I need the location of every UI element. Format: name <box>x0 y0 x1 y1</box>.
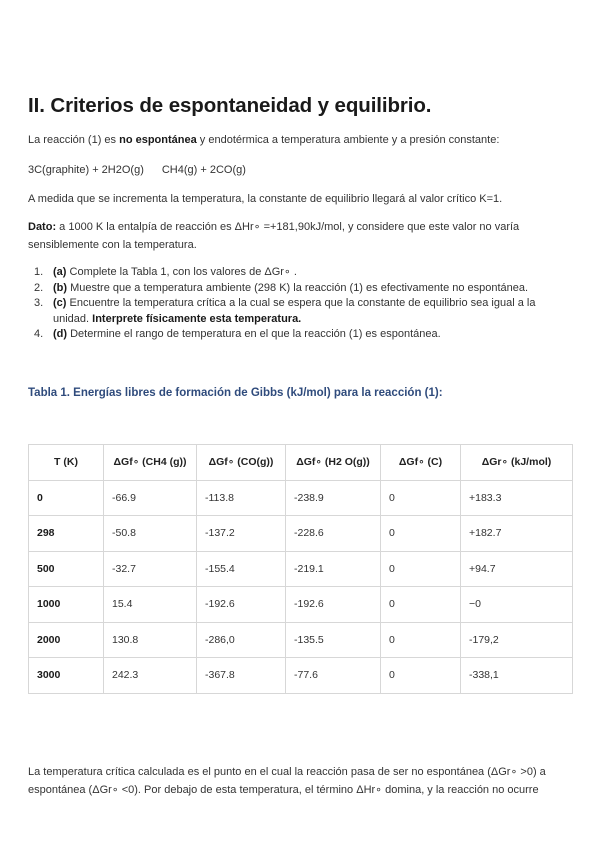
table-row: 2000 130.8 -286,0 -135.5 0 -179,2 <box>29 622 573 658</box>
equation-right: CH4(g) + 2CO(g) <box>161 164 246 176</box>
dato-label: Dato: <box>28 221 57 233</box>
intro-post: y endotérmica a temperatura ambiente y a presión constante: <box>196 134 500 146</box>
list-item: 4. (d) Determine el rango de temperatura en el que la reacción (1) es espontánea. <box>34 328 441 340</box>
table-row: 500 -32.7 -155.4 -219.1 0 +94.7 <box>29 551 573 587</box>
conclusion-paragraph: La temperatura crítica calculada es el punto en el cual la reacción pasa de ser no espontánea (ΔGr∘ >0) a espontánea (ΔGr∘ <0). Por debajo de esta temperatura, el término ΔHr∘ domina, y la reacción no ocurre <box>28 766 546 796</box>
intro-pre: La reacción (1) es <box>28 134 120 146</box>
intro-paragraph <box>28 131 578 149</box>
header-cell: ΔGf∘ (CO(g)) <box>197 445 286 481</box>
header-cell: ΔGr∘ (kJ/mol) <box>461 445 573 481</box>
dato-text: a 1000 K la entalpía de reacción es ΔHr∘ =+181,90kJ/mol, y considere que este valor no varía sensiblemente con la temperatura. <box>28 221 520 251</box>
emphasis-text: Interprete físicamente esta temperatura. <box>92 312 302 325</box>
table-caption: Tabla 1. Energías libres de formación de Gibbs (kJ/mol) para la reacción (1): <box>28 387 443 399</box>
section-title: II. Criterios de espontaneidad y equilibrio. <box>28 94 432 117</box>
list-item: 2. (b) Muestre que a temperatura ambiente (298 K) la reacción (1) es efectivamente no espontánea. <box>34 281 529 294</box>
intro-bold: no espontánea <box>119 134 197 146</box>
table-row: 0 -66.9 -113.8 -238.9 0 +183.3 <box>29 480 573 516</box>
gibbs-table <box>28 444 573 694</box>
questions-list <box>28 265 573 343</box>
table-row: 3000 242.3 -367.8 -77.6 0 -338,1 <box>29 658 573 694</box>
equilibrium-paragraph: A medida que se incrementa la temperatura, la constante de equilibrio llegará al valor crítico K=1. <box>28 193 503 205</box>
table-row: 298 -50.8 -137.2 -228.6 0 +182.7 <box>29 516 573 552</box>
list-item: 1. (a) Complete la Tabla 1, con los valores de ΔGr∘ . <box>34 266 297 278</box>
table-row: 1000 15.4 -192.6 -192.6 0 −0 <box>29 587 573 623</box>
header-cell: ΔGf∘ (CH4 (g)) <box>104 445 197 481</box>
dato-paragraph <box>28 218 573 254</box>
header-cell: ΔGf∘ (H2 O(g)) <box>286 445 381 481</box>
header-cell: T (K) <box>29 445 104 481</box>
reaction-equation <box>28 161 246 179</box>
equation-left: 3C(graphite) + 2H2O(g) <box>28 164 144 176</box>
header-cell: ΔGf∘ (C) <box>381 445 461 481</box>
table-header-row <box>29 445 573 481</box>
list-item: 3. (c) Encuentre la temperatura crítica a la cual se espera que la constante de equilibrio sea igual a la unidad. Interprete físicamente esta temperatura. <box>34 297 536 325</box>
